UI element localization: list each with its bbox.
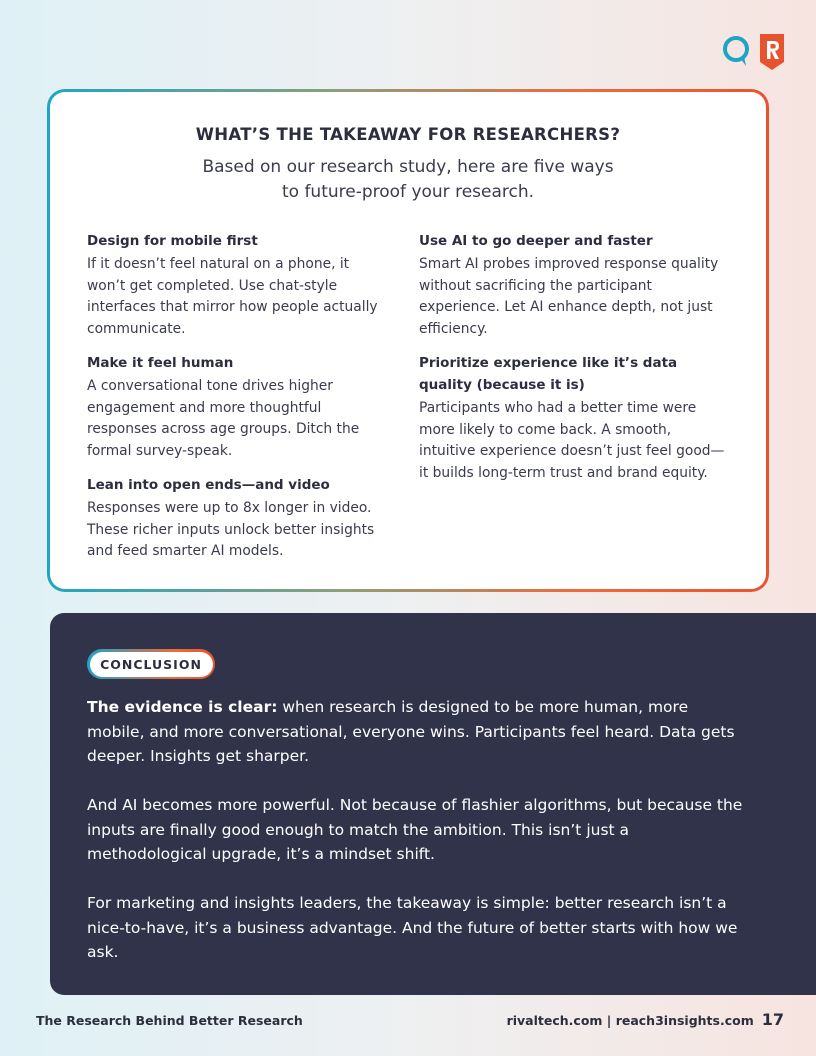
takeaway-item-body: Responses were up to 8x longer in video. These richer inputs unlock better insights and feed smarter AI models. [87,500,375,559]
takeaway-item [419,230,729,340]
conclusion-badge [87,649,215,679]
takeaway-item [87,352,387,462]
footer-title: The Research Behind Better Research [36,1013,303,1028]
conclusion-badge-label: CONCLUSION [90,652,213,677]
takeaway-item-body: If it doesn’t feel natural on a phone, it won’t get completed. Use chat-style interfaces that mirror how people actually communicate. [87,256,378,337]
takeaway-item-heading: Lean into open ends—and video [87,477,330,493]
takeaway-item-body: A conversational tone drives higher engagement and more thoughtful responses across age groups. Ditch the formal survey-speak. [87,378,360,459]
takeaway-item [419,352,729,484]
conclusion-lead: The evidence is clear: [87,698,278,716]
conclusion-text [87,695,747,989]
takeaway-item [87,230,387,340]
takeaway-item-body: Smart AI probes improved response quality without sacrificing the participant experience. Let AI enhance depth, not just efficiency. [419,256,719,337]
takeaway-left-column [87,230,387,575]
footer-right [507,1010,784,1029]
takeaway-item-heading: Use AI to go deeper and faster [419,233,653,249]
conclusion-paragraph-2: And AI becomes more powerful. Not because of flashier algorithms, but because the inputs are finally good enough to match the ambition. This isn’t just a methodological upgrade, it’s a mindset shift. [87,796,743,863]
takeaway-item-heading: Prioritize experience like it’s data quality (because it is) [419,355,678,393]
brand-logos [722,32,786,72]
conclusion-paragraph-1 [87,695,747,769]
footer-links[interactable]: rivaltech.com | reach3insights.com [506,1013,754,1028]
takeaway-card [47,89,769,592]
takeaway-item [87,474,387,563]
takeaway-right-column [419,230,729,496]
page-number: 17 [761,1010,784,1029]
conclusion-paragraph-3: For marketing and insights leaders, the takeaway is simple: better research isn’t a nice-to-have, it’s a business advantage. And the future of better starts with how we ask. [87,894,738,961]
takeaway-title: WHAT’S THE TAKEAWAY FOR RESEARCHERS? [195,125,621,144]
conclusion-panel [50,613,816,995]
conclusion-p1-rest: when research is designed to be more human, more mobile, and more conversational, everyone wins. Participants feel heard. Data gets deeper. Insights get sharper. [87,698,735,765]
takeaway-item-body: Participants who had a better time were more likely to come back. A smooth, intuitive experience doesn’t just feel good—it builds long-term trust and brand equity. [419,400,725,481]
r-flag-logo-icon [758,32,786,72]
takeaway-subtitle: Based on our research study, here are five ways to future-proof your research. [202,157,614,202]
takeaway-item-heading: Make it feel human [87,355,234,371]
takeaway-item-heading: Design for mobile first [87,233,258,249]
chat-bubble-logo-icon [722,35,752,69]
